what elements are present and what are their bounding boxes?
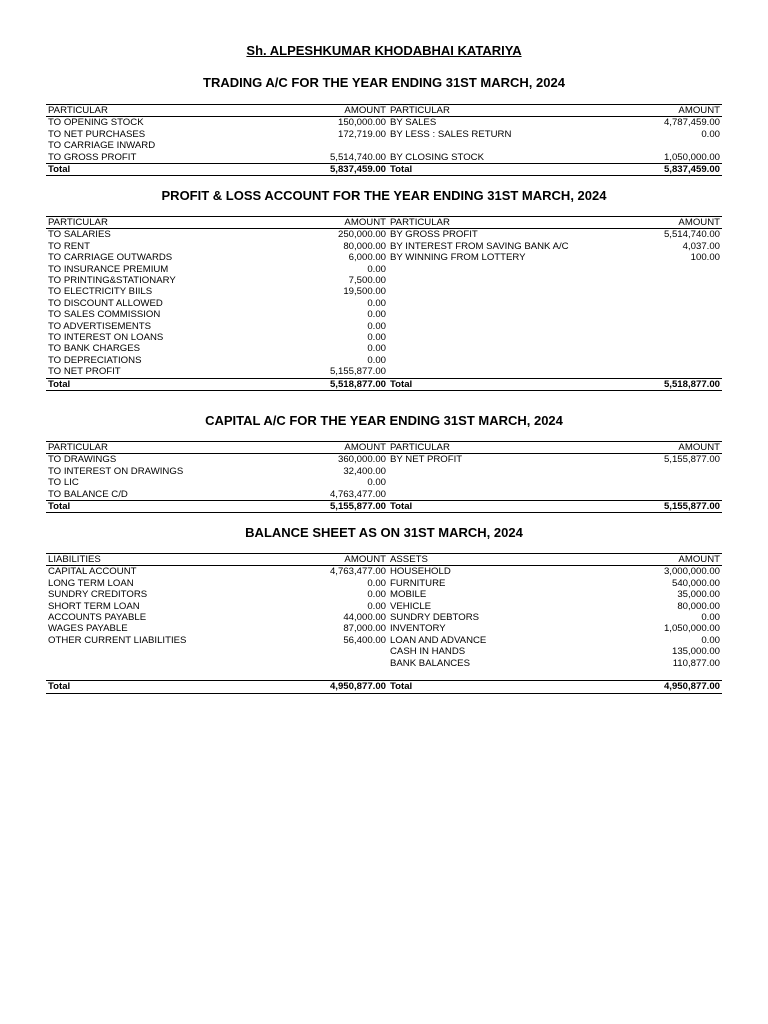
table-row — [46, 635, 722, 646]
particular-cell: BY NET PROFIT — [390, 454, 463, 466]
amount-cell: 1,050,000.00 — [663, 623, 720, 635]
particular-cell: TO BANK CHARGES — [48, 343, 141, 355]
capital-table — [46, 441, 722, 513]
particular-cell: BY WINNING FROM LOTTERY — [390, 252, 526, 264]
amount-cell: 5,518,877.00 — [258, 378, 388, 390]
particular-cell: ASSETS — [388, 554, 578, 566]
amount-cell: 0.00 — [367, 309, 386, 321]
table-row — [46, 355, 722, 366]
amount-cell: 19,500.00 — [343, 286, 386, 298]
table-row — [46, 623, 722, 634]
particular-cell — [388, 140, 578, 151]
amount-cell: 100.00 — [690, 252, 720, 264]
particular-cell: Total — [46, 501, 258, 513]
amount-cell: 7,500.00 — [348, 275, 386, 287]
table-row — [46, 566, 722, 578]
amount-cell: 0.00 — [367, 263, 386, 275]
amount-cell: 0.00 — [701, 128, 720, 140]
amount-cell — [578, 366, 722, 378]
amount-cell — [578, 321, 722, 332]
table-row — [46, 466, 722, 477]
table-row — [46, 321, 722, 332]
particular-cell: INVENTORY — [390, 623, 446, 635]
particular-cell: TO BALANCE C/D — [48, 488, 128, 500]
particular-cell: PARTICULAR — [46, 217, 258, 229]
particular-cell: PARTICULAR — [388, 442, 578, 454]
particular-cell: FURNITURE — [390, 577, 446, 589]
total-row — [46, 681, 722, 693]
amount-cell: 4,037.00 — [682, 240, 720, 252]
amount-cell: AMOUNT — [258, 105, 388, 117]
amount-cell: 6,000.00 — [348, 252, 386, 264]
particular-cell: BY CLOSING STOCK — [390, 151, 485, 163]
amount-cell: 540,000.00 — [671, 577, 720, 589]
particular-cell: TO RENT — [48, 240, 90, 252]
table-row — [46, 343, 722, 354]
amount-cell: 360,000.00 — [337, 454, 386, 466]
amount-cell: 0.00 — [367, 477, 386, 489]
pl-title: PROFIT & LOSS ACCOUNT FOR THE YEAR ENDING 31ST MARCH, 2024 — [161, 188, 607, 203]
particular-cell — [388, 332, 578, 343]
particular-cell — [388, 489, 578, 501]
total-row — [46, 164, 722, 176]
trading-table — [46, 104, 722, 176]
table-row — [46, 601, 722, 612]
amount-cell: 0.00 — [367, 600, 386, 612]
amount-cell: 0.00 — [367, 320, 386, 332]
amount-cell: 5,155,877.00 — [663, 454, 720, 466]
particular-cell: VEHICLE — [390, 600, 432, 612]
amount-cell: 5,514,740.00 — [663, 229, 720, 241]
amount-cell: 5,155,877.00 — [329, 366, 386, 378]
table-row — [46, 241, 722, 252]
particular-cell — [388, 477, 578, 488]
particular-cell — [46, 669, 258, 681]
table-row — [46, 229, 722, 241]
particular-cell: TO DRAWINGS — [48, 454, 117, 466]
balance-title: BALANCE SHEET AS ON 31ST MARCH, 2024 — [245, 525, 523, 540]
particular-cell: Total — [388, 378, 578, 390]
amount-cell — [578, 332, 722, 343]
particular-cell — [46, 646, 258, 657]
particular-cell: PARTICULAR — [388, 217, 578, 229]
particular-cell: TO NET PROFIT — [48, 366, 121, 378]
amount-cell: AMOUNT — [258, 554, 388, 566]
particular-cell: TO ADVERTISEMENTS — [48, 320, 152, 332]
particular-cell: TO SALES COMMISSION — [48, 309, 161, 321]
amount-cell: 0.00 — [701, 634, 720, 646]
table-row — [46, 578, 722, 589]
amount-cell: 5,155,877.00 — [258, 501, 388, 513]
amount-cell — [578, 669, 722, 681]
particular-cell — [388, 264, 578, 275]
amount-cell: 0.00 — [367, 332, 386, 344]
amount-cell: 4,763,477.00 — [329, 566, 386, 578]
particular-cell — [388, 343, 578, 354]
amount-cell — [258, 646, 388, 657]
amount-cell: 4,950,877.00 — [258, 681, 388, 693]
particular-cell: HOUSEHOLD — [390, 566, 451, 578]
amount-cell: 0.00 — [701, 612, 720, 624]
amount-cell — [578, 275, 722, 286]
particular-cell: TO CARRIAGE INWARD — [48, 140, 156, 152]
total-row — [46, 501, 722, 513]
amount-cell — [578, 489, 722, 501]
amount-cell — [578, 466, 722, 477]
particular-cell: Total — [388, 681, 578, 693]
particular-cell — [388, 286, 578, 297]
amount-cell — [578, 140, 722, 151]
amount-cell — [578, 298, 722, 309]
total-row — [46, 378, 722, 390]
amount-cell: 32,400.00 — [343, 465, 386, 477]
particular-cell: CASH IN HANDS — [390, 646, 466, 658]
capital-title: CAPITAL A/C FOR THE YEAR ENDING 31ST MARCH, 2024 — [205, 413, 563, 428]
amount-cell: AMOUNT — [578, 442, 722, 454]
amount-cell: 5,514,740.00 — [329, 151, 386, 163]
amount-cell: 135,000.00 — [671, 646, 720, 658]
particular-cell — [388, 669, 578, 681]
particular-cell: LOAN AND ADVANCE — [390, 634, 487, 646]
table-header-row — [46, 105, 722, 117]
particular-cell: TO CARRIAGE OUTWARDS — [48, 252, 173, 264]
amount-cell: 80,000.00 — [677, 600, 720, 612]
particular-cell: SUNDRY DEBTORS — [390, 612, 480, 624]
particular-cell: LONG TERM LOAN — [48, 577, 134, 589]
table-row — [46, 140, 722, 151]
amount-cell: AMOUNT — [258, 217, 388, 229]
particular-cell: TO GROSS PROFIT — [48, 151, 137, 163]
owner-name: Sh. ALPESHKUMAR KHODABHAI KATARIYA — [246, 43, 522, 58]
amount-cell — [578, 264, 722, 275]
pl-table — [46, 216, 722, 391]
amount-cell — [578, 343, 722, 354]
particular-cell: TO LIC — [48, 477, 79, 489]
amount-cell — [578, 355, 722, 366]
particular-cell — [388, 298, 578, 309]
particular-cell: OTHER CURRENT LIABILITIES — [48, 634, 187, 646]
amount-cell: 80,000.00 — [343, 240, 386, 252]
table-row — [46, 286, 722, 297]
particular-cell: PARTICULAR — [46, 105, 258, 117]
particular-cell: CAPITAL ACCOUNT — [48, 566, 137, 578]
amount-cell: 5,837,459.00 — [578, 164, 722, 176]
table-row — [46, 366, 722, 378]
particular-cell: TO DISCOUNT ALLOWED — [48, 297, 163, 309]
amount-cell: 5,518,877.00 — [578, 378, 722, 390]
amount-cell: 4,763,477.00 — [329, 488, 386, 500]
amount-cell — [578, 309, 722, 320]
amount-cell: 1,050,000.00 — [663, 151, 720, 163]
amount-cell: 250,000.00 — [337, 229, 386, 241]
table-row — [46, 612, 722, 623]
amount-cell: 3,000,000.00 — [663, 566, 720, 578]
amount-cell: 56,400.00 — [343, 634, 386, 646]
particular-cell: Total — [46, 164, 258, 176]
balance-table — [46, 553, 722, 694]
table-header-row — [46, 554, 722, 566]
amount-cell: 150,000.00 — [337, 117, 386, 129]
particular-cell: Total — [388, 164, 578, 176]
table-row — [46, 129, 722, 140]
table-row — [46, 646, 722, 657]
particular-cell — [388, 275, 578, 286]
particular-cell: PARTICULAR — [46, 442, 258, 454]
amount-cell: 35,000.00 — [677, 589, 720, 601]
amount-cell: 0.00 — [367, 577, 386, 589]
particular-cell: BY GROSS PROFIT — [390, 229, 478, 241]
table-row — [46, 332, 722, 343]
amount-cell: 4,950,877.00 — [578, 681, 722, 693]
particular-cell: Total — [388, 501, 578, 513]
amount-cell — [258, 140, 388, 151]
particular-cell: BANK BALANCES — [390, 657, 470, 669]
table-row — [46, 489, 722, 501]
particular-cell: TO SALARIES — [48, 229, 111, 241]
particular-cell: PARTICULAR — [388, 105, 578, 117]
particular-cell: Total — [46, 378, 258, 390]
amount-cell — [258, 658, 388, 669]
amount-cell — [578, 477, 722, 488]
particular-cell: BY LESS : SALES RETURN — [390, 128, 512, 140]
amount-cell: 110,877.00 — [672, 657, 720, 669]
amount-cell: 5,155,877.00 — [578, 501, 722, 513]
particular-cell: TO DEPRECIATIONS — [48, 354, 142, 366]
particular-cell: SHORT TERM LOAN — [48, 600, 140, 612]
amount-cell: 87,000.00 — [343, 623, 386, 635]
amount-cell: AMOUNT — [578, 217, 722, 229]
amount-cell: 0.00 — [367, 343, 386, 355]
table-row — [46, 309, 722, 320]
amount-cell: 4,787,459.00 — [663, 117, 720, 129]
particular-cell: Total — [46, 681, 258, 693]
table-row — [46, 454, 722, 466]
particular-cell: TO INTEREST ON LOANS — [48, 332, 164, 344]
table-row — [46, 264, 722, 275]
table-row — [46, 298, 722, 309]
amount-cell: 172,719.00 — [337, 128, 386, 140]
particular-cell: TO INTEREST ON DRAWINGS — [48, 465, 184, 477]
particular-cell: TO PRINTING&STATIONARY — [48, 275, 176, 287]
amount-cell: AMOUNT — [578, 105, 722, 117]
table-row — [46, 477, 722, 488]
particular-cell — [388, 309, 578, 320]
amount-cell: 44,000.00 — [343, 612, 386, 624]
particular-cell: BY SALES — [390, 117, 437, 129]
particular-cell: TO OPENING STOCK — [48, 117, 144, 129]
particular-cell — [388, 321, 578, 332]
amount-cell: 0.00 — [367, 354, 386, 366]
particular-cell: TO INSURANCE PREMIUM — [48, 263, 169, 275]
table-header-row — [46, 217, 722, 229]
particular-cell — [388, 466, 578, 477]
amount-cell: AMOUNT — [578, 554, 722, 566]
table-row — [46, 658, 722, 669]
trading-title: TRADING A/C FOR THE YEAR ENDING 31ST MARCH, 2024 — [203, 75, 565, 90]
table-row — [46, 669, 722, 681]
particular-cell: MOBILE — [390, 589, 427, 601]
particular-cell: SUNDRY CREDITORS — [48, 589, 148, 601]
particular-cell: BY INTEREST FROM SAVING BANK A/C — [390, 240, 569, 252]
amount-cell: 5,837,459.00 — [258, 164, 388, 176]
particular-cell: WAGES PAYABLE — [48, 623, 128, 635]
particular-cell: ACCOUNTS PAYABLE — [48, 612, 147, 624]
particular-cell — [388, 366, 578, 378]
amount-cell — [578, 286, 722, 297]
particular-cell — [46, 658, 258, 669]
table-row — [46, 275, 722, 286]
table-row — [46, 117, 722, 129]
particular-cell — [388, 355, 578, 366]
particular-cell: TO ELECTRICITY BIILS — [48, 286, 153, 298]
table-row — [46, 152, 722, 164]
amount-cell: AMOUNT — [258, 442, 388, 454]
amount-cell: 0.00 — [367, 297, 386, 309]
table-header-row — [46, 442, 722, 454]
table-row — [46, 589, 722, 600]
particular-cell: LIABILITIES — [46, 554, 258, 566]
particular-cell: TO NET PURCHASES — [48, 128, 146, 140]
amount-cell — [258, 669, 388, 681]
table-row — [46, 252, 722, 263]
amount-cell: 0.00 — [367, 589, 386, 601]
